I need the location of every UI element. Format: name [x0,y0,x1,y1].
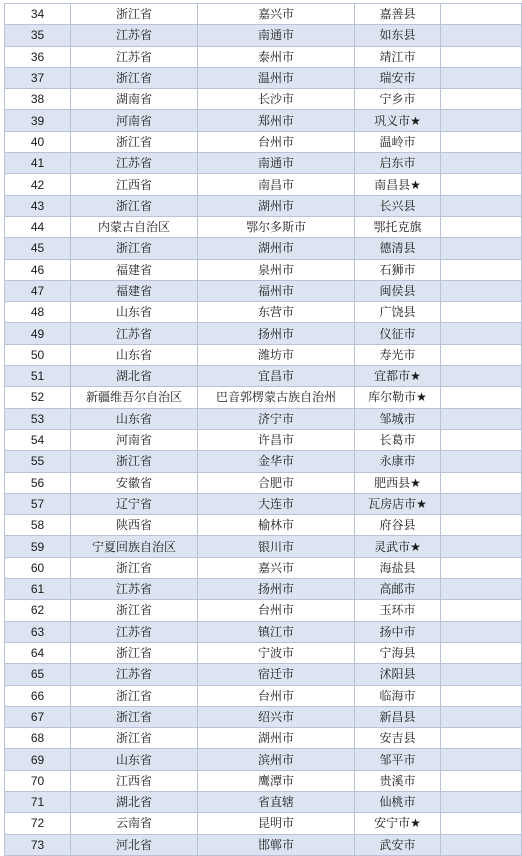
county-cell: 邹平市 [355,749,441,770]
city-cell: 扬州市 [198,323,355,344]
city-cell: 大连市 [198,493,355,514]
province-cell: 河南省 [71,429,198,450]
blank-cell [441,600,522,621]
table-row [5,472,522,493]
table-row [5,323,522,344]
province-cell: 江苏省 [71,323,198,344]
blank-cell [441,4,522,25]
province-cell: 浙江省 [71,451,198,472]
blank-cell [441,89,522,110]
county-cell: 巩义市★ [355,110,441,131]
county-cell: 安吉县 [355,728,441,749]
table-row [5,408,522,429]
rank-cell: 72 [5,813,71,834]
table-row [5,536,522,557]
city-cell: 泉州市 [198,259,355,280]
city-cell: 台州市 [198,600,355,621]
rank-cell: 63 [5,621,71,642]
province-cell: 河北省 [71,834,198,855]
county-cell: 闽侯县 [355,280,441,301]
rank-cell: 67 [5,706,71,727]
province-cell: 福建省 [71,280,198,301]
rank-cell: 39 [5,110,71,131]
table-row [5,749,522,770]
table-body [5,4,522,856]
blank-cell [441,174,522,195]
county-cell: 靖江市 [355,46,441,67]
province-cell: 浙江省 [71,600,198,621]
county-cell: 府谷县 [355,515,441,536]
blank-cell [441,153,522,174]
city-cell: 潍坊市 [198,344,355,365]
rank-cell: 44 [5,216,71,237]
province-cell: 江西省 [71,770,198,791]
province-cell: 湖北省 [71,366,198,387]
province-cell: 浙江省 [71,685,198,706]
county-cell: 德清县 [355,238,441,259]
province-cell: 浙江省 [71,557,198,578]
city-cell: 福州市 [198,280,355,301]
city-cell: 湖州市 [198,195,355,216]
blank-cell [441,195,522,216]
rank-cell: 59 [5,536,71,557]
blank-cell [441,238,522,259]
rank-cell: 57 [5,493,71,514]
table-row [5,493,522,514]
blank-cell [441,749,522,770]
city-cell: 榆林市 [198,515,355,536]
province-cell: 江苏省 [71,153,198,174]
county-cell: 瑞安市 [355,67,441,88]
city-cell: 宁波市 [198,642,355,663]
city-cell: 东营市 [198,302,355,323]
blank-cell [441,429,522,450]
rank-cell: 46 [5,259,71,280]
city-cell: 台州市 [198,131,355,152]
blank-cell [441,131,522,152]
county-cell: 安宁市★ [355,813,441,834]
province-cell: 江西省 [71,174,198,195]
rank-cell: 53 [5,408,71,429]
blank-cell [441,25,522,46]
rank-cell: 58 [5,515,71,536]
city-cell: 湖州市 [198,728,355,749]
blank-cell [441,46,522,67]
county-cell: 扬中市 [355,621,441,642]
blank-cell [441,557,522,578]
county-cell: 库尔勒市★ [355,387,441,408]
rank-cell: 55 [5,451,71,472]
county-cell: 新昌县 [355,706,441,727]
rank-cell: 73 [5,834,71,855]
blank-cell [441,621,522,642]
blank-cell [441,366,522,387]
county-cell: 海盐县 [355,557,441,578]
province-cell: 安徽省 [71,472,198,493]
county-cell: 瓦房店市★ [355,493,441,514]
county-cell: 高邮市 [355,579,441,600]
table-row [5,706,522,727]
blank-cell [441,472,522,493]
blank-cell [441,664,522,685]
rank-cell: 70 [5,770,71,791]
table-row [5,46,522,67]
province-cell: 湖南省 [71,89,198,110]
blank-cell [441,706,522,727]
province-cell: 山东省 [71,749,198,770]
blank-cell [441,323,522,344]
table-row [5,344,522,365]
blank-cell [441,493,522,514]
table-row [5,621,522,642]
table-row [5,515,522,536]
blank-cell [441,387,522,408]
county-cell: 如东县 [355,25,441,46]
blank-cell [441,67,522,88]
province-cell: 江苏省 [71,621,198,642]
city-cell: 鄂尔多斯市 [198,216,355,237]
city-cell: 南通市 [198,25,355,46]
table-row [5,131,522,152]
province-cell: 河南省 [71,110,198,131]
blank-cell [441,813,522,834]
province-cell: 浙江省 [71,67,198,88]
province-cell: 陕西省 [71,515,198,536]
province-cell: 浙江省 [71,195,198,216]
city-cell: 省直辖 [198,791,355,812]
rank-cell: 60 [5,557,71,578]
blank-cell [441,579,522,600]
city-cell: 嘉兴市 [198,4,355,25]
county-cell: 寿光市 [355,344,441,365]
county-cell: 肥西县★ [355,472,441,493]
city-cell: 济宁市 [198,408,355,429]
table-row [5,685,522,706]
city-cell: 银川市 [198,536,355,557]
county-cell: 邹城市 [355,408,441,429]
table-row [5,834,522,855]
rank-cell: 65 [5,664,71,685]
table-row [5,67,522,88]
table-row [5,770,522,791]
table-row [5,195,522,216]
rank-cell: 56 [5,472,71,493]
blank-cell [441,642,522,663]
table-row [5,280,522,301]
province-cell: 宁夏回族自治区 [71,536,198,557]
table-row [5,302,522,323]
province-cell: 浙江省 [71,131,198,152]
rank-cell: 35 [5,25,71,46]
rank-cell: 61 [5,579,71,600]
rank-cell: 37 [5,67,71,88]
blank-cell [441,515,522,536]
table-row [5,216,522,237]
table-row [5,664,522,685]
blank-cell [441,770,522,791]
county-cell: 广饶县 [355,302,441,323]
county-cell: 武安市 [355,834,441,855]
city-cell: 长沙市 [198,89,355,110]
table-row [5,238,522,259]
blank-cell [441,259,522,280]
blank-cell [441,451,522,472]
city-cell: 金华市 [198,451,355,472]
blank-cell [441,110,522,131]
rank-cell: 64 [5,642,71,663]
table-row [5,791,522,812]
province-cell: 江苏省 [71,664,198,685]
table-row [5,813,522,834]
table-row [5,174,522,195]
table-row [5,429,522,450]
table-row [5,366,522,387]
city-cell: 南昌市 [198,174,355,195]
rank-cell: 68 [5,728,71,749]
blank-cell [441,834,522,855]
rank-cell: 54 [5,429,71,450]
rank-cell: 40 [5,131,71,152]
county-cell: 宁乡市 [355,89,441,110]
city-cell: 嘉兴市 [198,557,355,578]
table-row [5,728,522,749]
county-cell: 永康市 [355,451,441,472]
rank-cell: 41 [5,153,71,174]
county-cell: 玉环市 [355,600,441,621]
table-row [5,4,522,25]
county-cell: 长葛市 [355,429,441,450]
province-cell: 新疆维吾尔自治区 [71,387,198,408]
county-cell: 长兴县 [355,195,441,216]
county-cell: 嘉善县 [355,4,441,25]
city-cell: 滨州市 [198,749,355,770]
county-cell: 贵溪市 [355,770,441,791]
city-cell: 郑州市 [198,110,355,131]
rank-cell: 48 [5,302,71,323]
blank-cell [441,280,522,301]
province-cell: 江苏省 [71,46,198,67]
city-cell: 巴音郭楞蒙古族自治州 [198,387,355,408]
table-row [5,579,522,600]
city-cell: 台州市 [198,685,355,706]
rank-cell: 45 [5,238,71,259]
table-row [5,259,522,280]
province-cell: 江苏省 [71,579,198,600]
blank-cell [441,685,522,706]
rank-cell: 62 [5,600,71,621]
province-cell: 福建省 [71,259,198,280]
province-cell: 浙江省 [71,706,198,727]
blank-cell [441,791,522,812]
county-cell: 灵武市★ [355,536,441,557]
province-cell: 浙江省 [71,238,198,259]
province-cell: 云南省 [71,813,198,834]
table-row [5,110,522,131]
rank-cell: 49 [5,323,71,344]
rank-cell: 51 [5,366,71,387]
rank-cell: 66 [5,685,71,706]
city-cell: 温州市 [198,67,355,88]
table-row [5,642,522,663]
province-cell: 山东省 [71,344,198,365]
province-cell: 浙江省 [71,728,198,749]
county-cell: 临海市 [355,685,441,706]
county-cell: 启东市 [355,153,441,174]
province-cell: 湖北省 [71,791,198,812]
blank-cell [441,344,522,365]
province-cell: 山东省 [71,302,198,323]
county-ranking-table-container [4,3,521,856]
rank-cell: 50 [5,344,71,365]
city-cell: 湖州市 [198,238,355,259]
province-cell: 浙江省 [71,4,198,25]
table-row [5,600,522,621]
province-cell: 江苏省 [71,25,198,46]
table-row [5,557,522,578]
city-cell: 鹰潭市 [198,770,355,791]
province-cell: 山东省 [71,408,198,429]
city-cell: 镇江市 [198,621,355,642]
table-row [5,387,522,408]
county-cell: 鄂托克旗 [355,216,441,237]
city-cell: 泰州市 [198,46,355,67]
city-cell: 南通市 [198,153,355,174]
county-ranking-table [4,3,522,856]
rank-cell: 34 [5,4,71,25]
city-cell: 昆明市 [198,813,355,834]
rank-cell: 71 [5,791,71,812]
city-cell: 宜昌市 [198,366,355,387]
city-cell: 邯郸市 [198,834,355,855]
table-row [5,25,522,46]
city-cell: 绍兴市 [198,706,355,727]
province-cell: 辽宁省 [71,493,198,514]
blank-cell [441,536,522,557]
table-row [5,153,522,174]
city-cell: 扬州市 [198,579,355,600]
rank-cell: 36 [5,46,71,67]
county-cell: 南昌县★ [355,174,441,195]
rank-cell: 47 [5,280,71,301]
city-cell: 宿迁市 [198,664,355,685]
province-cell: 浙江省 [71,642,198,663]
province-cell: 内蒙古自治区 [71,216,198,237]
table-row [5,89,522,110]
city-cell: 合肥市 [198,472,355,493]
county-cell: 宁海县 [355,642,441,663]
county-cell: 仪征市 [355,323,441,344]
blank-cell [441,408,522,429]
blank-cell [441,302,522,323]
county-cell: 石狮市 [355,259,441,280]
rank-cell: 69 [5,749,71,770]
city-cell: 许昌市 [198,429,355,450]
county-cell: 仙桃市 [355,791,441,812]
blank-cell [441,216,522,237]
blank-cell [441,728,522,749]
rank-cell: 52 [5,387,71,408]
table-row [5,451,522,472]
county-cell: 沭阳县 [355,664,441,685]
county-cell: 宜都市★ [355,366,441,387]
rank-cell: 38 [5,89,71,110]
rank-cell: 42 [5,174,71,195]
county-cell: 温岭市 [355,131,441,152]
rank-cell: 43 [5,195,71,216]
